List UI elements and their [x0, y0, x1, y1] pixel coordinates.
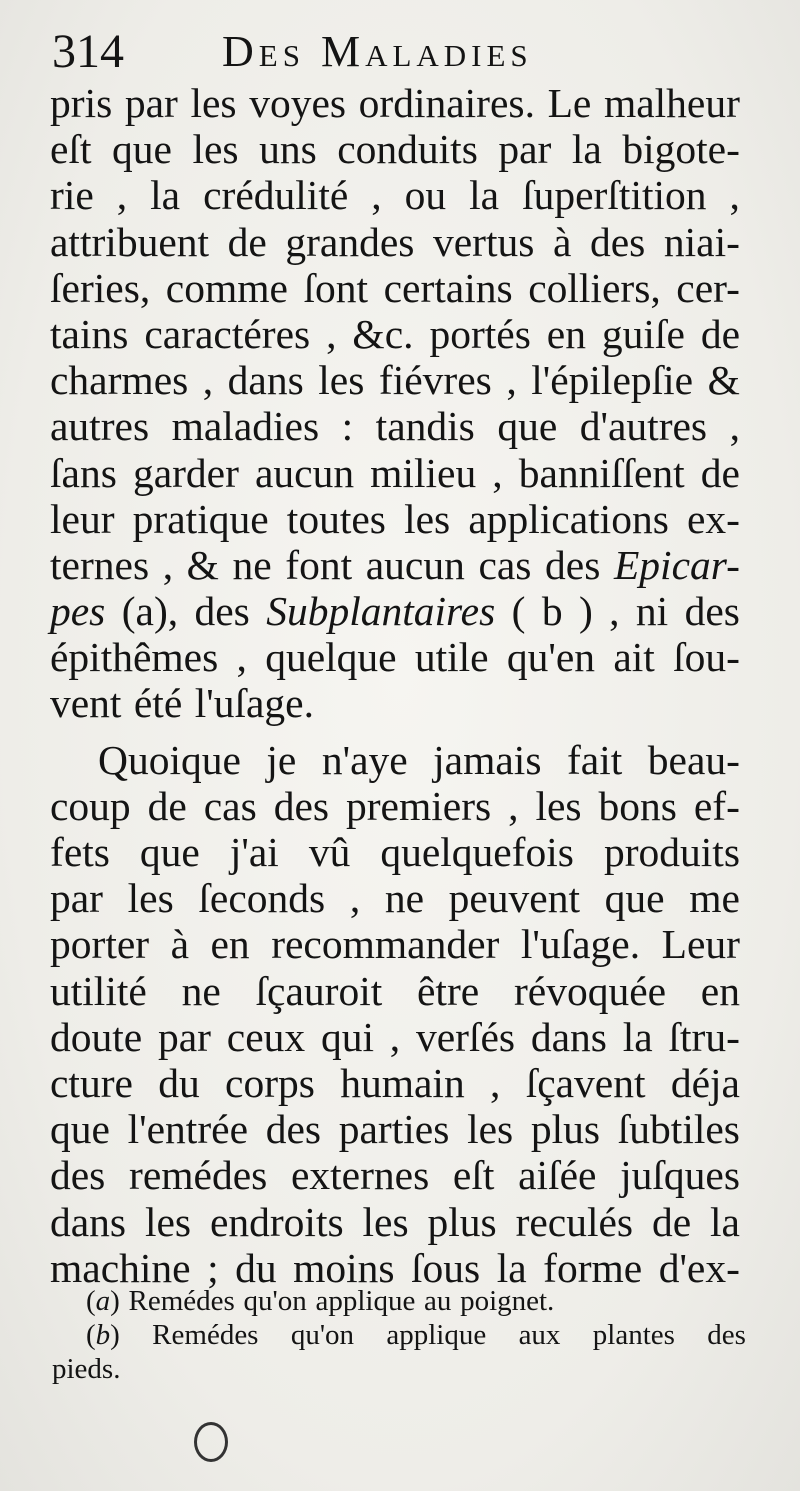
word: vertus	[433, 218, 535, 265]
word: colliers,	[528, 264, 661, 311]
word: eſt	[50, 126, 92, 173]
text-line	[50, 1152, 740, 1198]
word: utilité	[50, 967, 147, 1014]
word: ,	[609, 588, 620, 635]
word: Subplantaires	[266, 588, 496, 635]
word: la	[710, 1198, 740, 1245]
text-line	[50, 1199, 740, 1245]
word: par	[50, 875, 103, 922]
word: grandes	[285, 218, 415, 265]
word: aux	[518, 1319, 561, 1351]
word: applications	[468, 495, 669, 542]
word: ait	[613, 634, 655, 681]
page-number: 314	[52, 25, 124, 78]
word: fiévres	[378, 357, 492, 404]
word: en	[210, 921, 250, 968]
word: pris	[50, 80, 113, 126]
word: j'ai	[229, 829, 279, 875]
word: en	[700, 967, 740, 1014]
word: charmes	[50, 357, 189, 404]
word: être	[417, 967, 480, 1014]
word: qu'on	[290, 1319, 355, 1351]
word: la	[496, 1244, 527, 1291]
word: les	[467, 1106, 514, 1153]
word: cture	[50, 1059, 133, 1106]
word: qui	[320, 1013, 374, 1060]
text-line	[50, 921, 740, 967]
word: ne	[384, 875, 424, 922]
text-line	[50, 1106, 740, 1152]
word: dans	[530, 1013, 607, 1060]
running-title: Des Maladies	[222, 27, 533, 76]
word: bons	[598, 782, 677, 829]
word: les	[318, 357, 365, 404]
word: ,	[326, 310, 337, 357]
word: font	[285, 541, 353, 588]
page-header	[52, 20, 740, 82]
word: des	[265, 1106, 322, 1153]
word: voyes	[249, 80, 347, 126]
text-line	[50, 496, 740, 542]
word: malheur	[603, 80, 740, 126]
word: l'uſage.	[520, 921, 641, 968]
word: Remédes	[128, 1285, 235, 1317]
word: ,	[506, 357, 517, 404]
word: tains	[50, 310, 129, 357]
word: des	[707, 1319, 746, 1351]
word: ,	[492, 449, 503, 496]
word: ſont	[303, 264, 369, 311]
text-line	[50, 172, 740, 218]
word: coup	[50, 782, 131, 829]
word: de	[227, 218, 267, 265]
word: premiers	[345, 782, 492, 829]
word: les	[362, 1198, 409, 1245]
word: porter	[50, 921, 150, 968]
word: ſous	[411, 1244, 481, 1291]
word: quelquefois	[380, 829, 574, 875]
word: que	[497, 403, 558, 450]
word: niai-	[663, 218, 740, 265]
word: aucun	[365, 541, 465, 588]
word: en	[546, 310, 586, 357]
word: ſeconds	[198, 875, 326, 922]
word: ,	[116, 172, 128, 219]
word: que	[139, 829, 200, 875]
word: cas	[203, 782, 257, 829]
word: milieu	[370, 449, 477, 496]
word: ſeries,	[50, 264, 151, 311]
word: humain	[340, 1059, 465, 1106]
word: ceux	[226, 1013, 306, 1060]
word: qu'on	[243, 1285, 307, 1317]
text-line	[50, 588, 740, 634]
word: les	[404, 495, 451, 542]
word: ;	[207, 1244, 219, 1291]
word: ſubtiles	[617, 1106, 740, 1153]
word: l'épilepſie	[531, 357, 694, 404]
word: les	[192, 126, 239, 173]
word: portés	[429, 310, 531, 357]
word: ſuperſtition	[522, 172, 707, 219]
word: ex-	[687, 495, 740, 542]
word: &	[186, 541, 219, 588]
word: ,	[508, 782, 519, 829]
word: autres	[50, 403, 150, 450]
word: cer-	[676, 264, 740, 311]
word: aiſée	[518, 1152, 597, 1199]
word: ,	[162, 541, 174, 588]
word: épithêmes	[50, 634, 219, 681]
word: endroits	[209, 1198, 344, 1245]
word: applique	[315, 1285, 416, 1317]
word: au	[424, 1285, 452, 1317]
word: n'aye	[321, 736, 408, 783]
word: ,	[202, 357, 214, 404]
footnote-b	[86, 1318, 746, 1352]
word: des	[50, 1152, 106, 1199]
word: les	[535, 782, 582, 829]
word: ne	[181, 967, 221, 1014]
word: machine	[50, 1244, 191, 1291]
word: attribuent	[50, 218, 210, 265]
word: les	[127, 875, 174, 922]
word: des	[194, 588, 250, 635]
word: ,	[371, 172, 382, 219]
word: jamais	[433, 736, 542, 783]
word: cas	[478, 541, 532, 588]
word: du	[235, 1244, 277, 1291]
word: Le	[547, 80, 592, 126]
word: banniſſent	[518, 449, 685, 496]
word: ,	[389, 1013, 401, 1060]
word: la	[150, 172, 181, 219]
word: remédes	[129, 1152, 268, 1199]
word: ni	[635, 588, 669, 635]
word: forme	[543, 1244, 643, 1291]
word: ſans	[50, 449, 117, 496]
word: :	[341, 403, 354, 450]
word: caractéres	[144, 310, 311, 357]
body-text	[50, 80, 740, 1291]
text-line	[50, 219, 740, 265]
word: rie	[50, 172, 94, 219]
word: b	[541, 588, 563, 635]
word: (a),	[121, 588, 179, 635]
word: de	[651, 1198, 692, 1245]
printer-ornament	[194, 1422, 228, 1462]
text-line	[50, 265, 740, 311]
word: ſçauroit	[255, 967, 383, 1014]
word: les	[144, 1198, 192, 1245]
word: uns	[259, 126, 317, 173]
word: ordinaires.	[358, 80, 535, 126]
footnotes	[52, 1284, 746, 1386]
word: plus	[530, 1106, 601, 1153]
text-line	[50, 542, 740, 588]
text-line	[50, 1060, 740, 1106]
word: ,	[349, 875, 361, 922]
word: à	[170, 921, 190, 968]
word: des	[590, 218, 646, 265]
text-line	[50, 1014, 740, 1060]
text-line	[50, 634, 740, 680]
word: parties	[338, 1106, 450, 1153]
word: utile	[414, 634, 489, 681]
word: eſt	[452, 1152, 495, 1199]
word: produits	[603, 829, 740, 875]
text-line	[50, 829, 740, 875]
word: révoquée	[513, 967, 667, 1014]
word: des	[273, 782, 330, 829]
word: dans	[227, 357, 304, 404]
word: d'autres	[579, 403, 708, 450]
word: verſés	[415, 1013, 516, 1060]
word: &	[707, 357, 740, 404]
footnote-a	[86, 1284, 746, 1318]
word: pratique	[132, 495, 269, 542]
word: guiſe	[601, 310, 685, 357]
word: la	[469, 172, 500, 219]
word: Epicar-	[613, 541, 740, 588]
text-line	[50, 450, 740, 496]
text-line	[50, 403, 740, 449]
word: par	[124, 80, 178, 126]
word: tandis	[375, 403, 475, 450]
text-line	[50, 311, 740, 357]
word: plantes	[592, 1319, 675, 1351]
word: du	[158, 1059, 200, 1106]
word: ſçavent	[525, 1059, 646, 1106]
word: ,	[729, 172, 740, 219]
word: déja	[670, 1059, 740, 1106]
word: ou	[404, 172, 447, 219]
word: fets	[50, 829, 110, 875]
word: de	[700, 449, 740, 496]
word: ſtru-	[668, 1013, 740, 1060]
word: (a)	[86, 1285, 120, 1317]
word: peuvent	[448, 875, 581, 922]
footnote-b-continued	[52, 1352, 746, 1386]
word: que	[604, 875, 665, 922]
word: à	[553, 218, 572, 265]
word: corps	[225, 1059, 315, 1106]
word: l'entrée	[127, 1106, 248, 1153]
word: toutes	[286, 495, 386, 542]
word: (b)	[86, 1319, 120, 1351]
word: ,	[729, 403, 740, 450]
word: juſques	[620, 1152, 740, 1199]
word: reculés	[515, 1198, 634, 1245]
word: ,	[236, 634, 247, 681]
word: ſou-	[673, 634, 740, 681]
word: ,	[490, 1059, 501, 1106]
word: beau-	[647, 736, 740, 783]
word: été	[133, 680, 183, 727]
word: conduits	[337, 126, 478, 173]
word: pes	[50, 588, 106, 635]
word: vent	[50, 680, 122, 727]
word: vû	[308, 829, 351, 875]
word: certains	[383, 264, 513, 311]
word: (	[511, 588, 526, 635]
word: ef-	[693, 782, 740, 829]
word: les	[190, 80, 237, 126]
word: dans	[50, 1198, 127, 1245]
word: aucun	[255, 449, 355, 496]
word: poignet.	[460, 1285, 555, 1317]
word: comme	[165, 264, 288, 311]
word: que	[50, 1106, 110, 1153]
word: Remédes	[152, 1319, 259, 1351]
word: quelque	[265, 634, 397, 681]
word: me	[689, 875, 740, 922]
word: garder	[132, 449, 239, 496]
word: ne	[232, 541, 272, 588]
word: ternes	[50, 541, 150, 588]
word: moins	[293, 1244, 395, 1291]
word: des	[684, 588, 740, 635]
word: par	[498, 126, 552, 173]
word: externes	[290, 1152, 430, 1199]
text-line	[50, 875, 740, 921]
word: recommander	[271, 921, 500, 968]
word: des	[545, 541, 601, 588]
word: la	[571, 126, 602, 173]
word: Leur	[661, 921, 740, 968]
text-line	[50, 680, 740, 726]
text-line	[50, 126, 740, 172]
word: plus	[427, 1198, 497, 1245]
word: doute	[50, 1013, 143, 1060]
word: &c.	[352, 310, 414, 357]
word: l'uſage.	[194, 680, 314, 727]
word: )	[578, 588, 593, 635]
word: que	[112, 126, 172, 173]
text-line	[50, 80, 740, 126]
word: leur	[50, 495, 115, 542]
text-line	[50, 783, 740, 829]
word: bigote-	[622, 126, 740, 173]
text-line	[50, 357, 740, 403]
word: Quoique	[98, 736, 241, 783]
word: fait	[566, 736, 623, 783]
text-line	[50, 968, 740, 1014]
word: d'ex-	[658, 1244, 740, 1291]
word: pieds.	[52, 1353, 121, 1385]
word: de	[700, 310, 740, 357]
word: je	[266, 736, 297, 783]
word: par	[158, 1013, 211, 1060]
word: maladies	[171, 403, 320, 450]
word: de	[147, 782, 187, 829]
word: la	[622, 1013, 653, 1060]
word: qu'en	[506, 634, 596, 681]
word: applique	[386, 1319, 487, 1351]
word: crédulité	[203, 172, 349, 219]
text-line	[50, 737, 740, 783]
